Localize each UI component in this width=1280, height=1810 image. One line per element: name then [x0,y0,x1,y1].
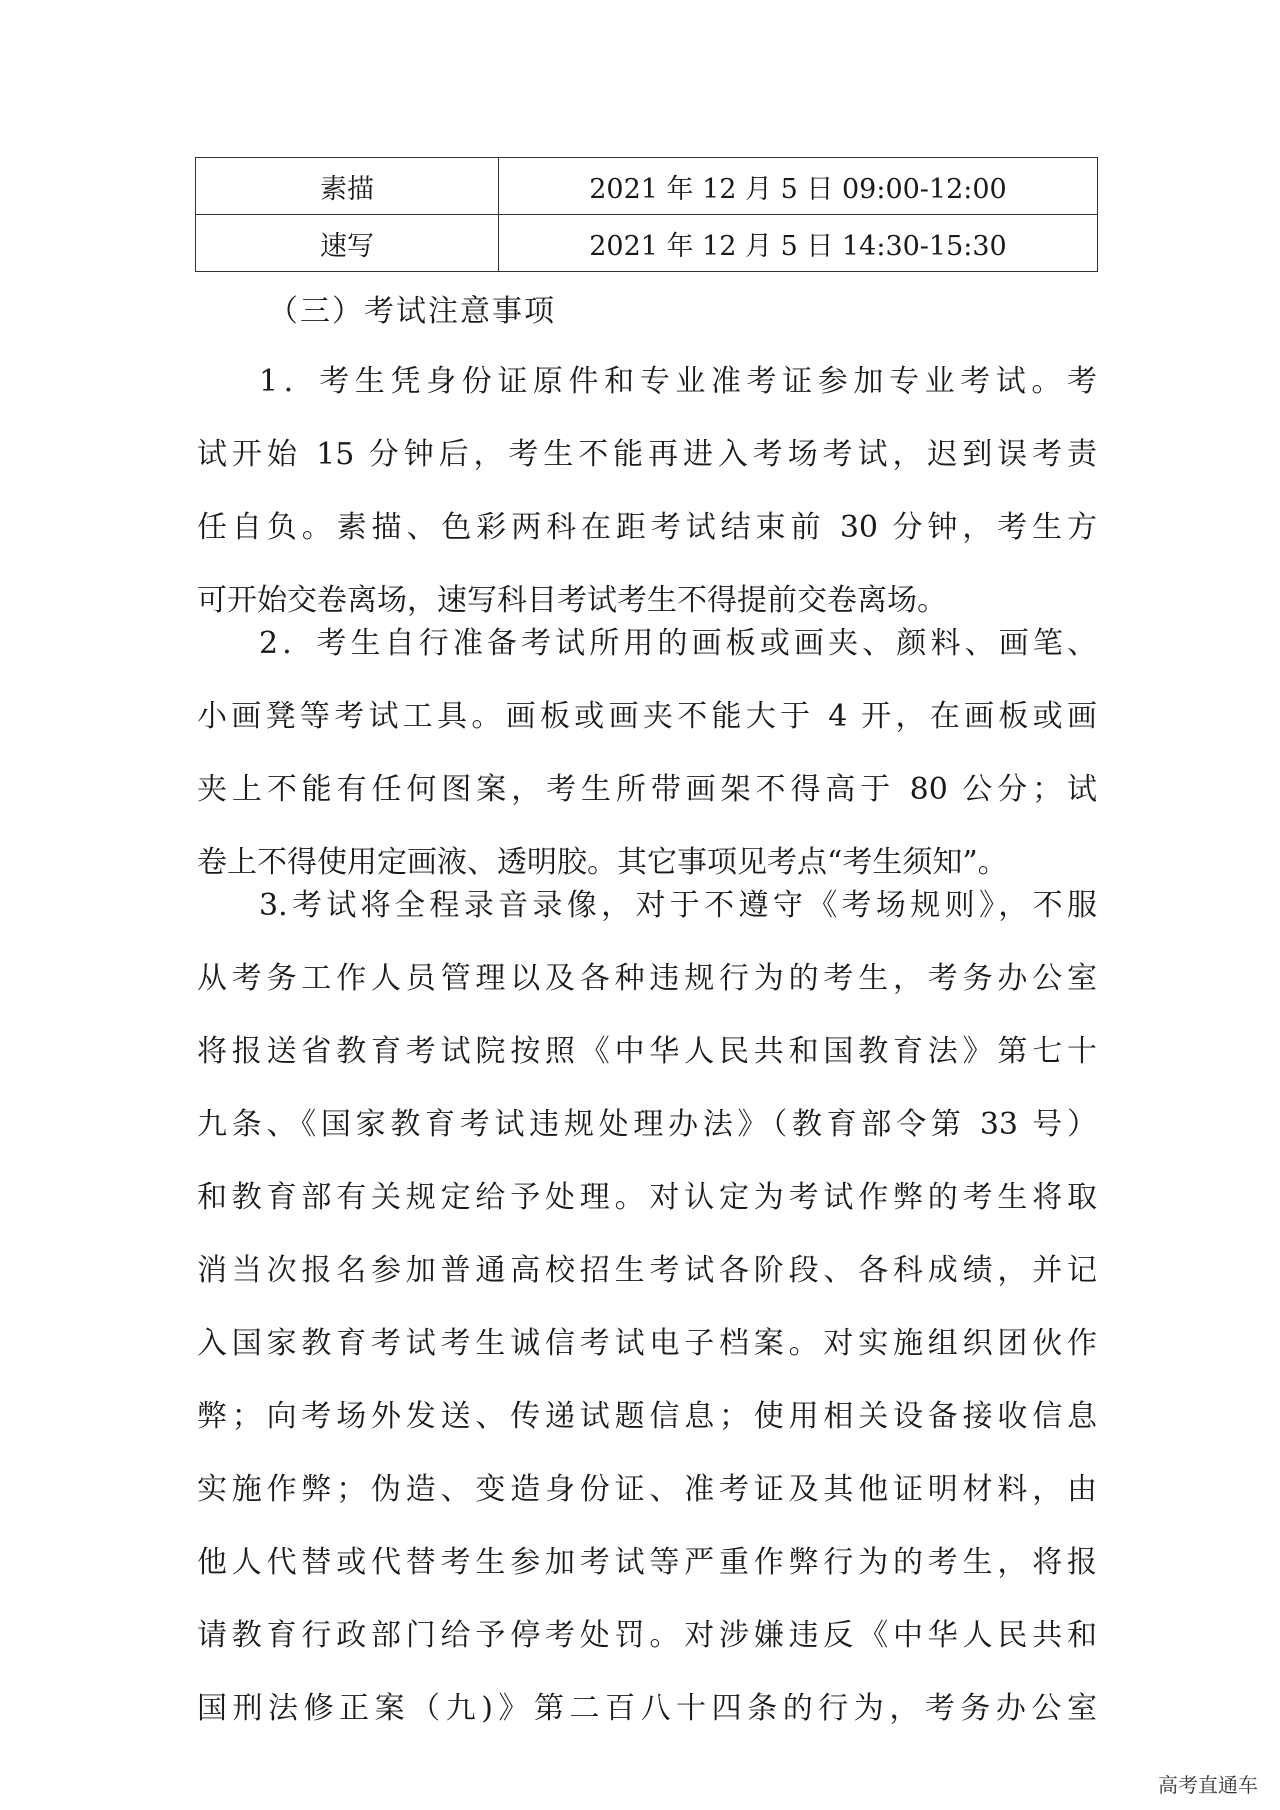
time-cell: 2021 年 12 月 5 日 14:30-15:30 [499,215,1098,272]
paragraph-line: 卷上不得使用定画液、透明胶。其它事项见考点“考生须知”。 [197,845,1008,880]
exam-schedule-table [195,157,1098,272]
paragraph-line: 1．考生凭身份证原件和专业准考证参加专业考试。考 [259,364,1097,399]
paragraph-line: 九条、《国家教育考试违规处理办法》（教育部令第 33 号） [197,1107,1097,1142]
paragraph-line: 他人代替或代替考生参加考试等严重作弊行为的考生，将报 [197,1545,1097,1580]
paragraph-line: 夹上不能有任何图案，考生所带画架不得高于 80 公分；试 [197,772,1097,807]
subject-cell: 速写 [196,215,499,272]
paragraph-line: 试开始 15 分钟后，考生不能再进入考场考试，迟到误考责 [197,437,1097,472]
section-heading: （三）考试注意事项 [268,294,556,329]
subject-cell: 素描 [196,158,499,215]
time-cell: 2021 年 12 月 5 日 09:00-12:00 [499,158,1098,215]
paragraph-line: 请教育行政部门给予停考处罚。对涉嫌违反《中华人民共和 [197,1618,1097,1653]
paragraph-line: 和教育部有关规定给予处理。对认定为考试作弊的考生将取 [197,1180,1097,1215]
paragraph-line: 国刑法修正案（九)》第二百八十四条的行为，考务办公室 [197,1691,1097,1726]
watermark-text: 高考直通车 [1158,1773,1258,1797]
paragraph-line: 从考务工作人员管理以及各种违规行为的考生，考务办公室 [197,961,1097,996]
paragraph-line: 任自负。素描、色彩两科在距考试结束前 30 分钟，考生方 [197,510,1097,545]
paragraph-line: 消当次报名参加普通高校招生考试各阶段、各科成绩，并记 [197,1253,1097,1288]
paragraph-1 [197,345,1097,637]
paragraph-2 [197,607,1097,899]
paragraph-line: 3.考试将全程录音录像，对于不遵守《考场规则》，不服 [259,888,1097,923]
paragraph-3 [197,869,1097,1745]
paragraph-line: 实施作弊；伪造、变造身份证、准考证及其他证明材料，由 [197,1472,1097,1507]
table-row [196,158,1098,215]
paragraph-line: 将报送省教育考试院按照《中华人民共和国教育法》第七十 [197,1034,1097,1069]
paragraph-line: 小画凳等考试工具。画板或画夹不能大于 4 开，在画板或画 [197,699,1097,734]
paragraph-line: 入国家教育考试考生诚信考试电子档案。对实施组织团伙作 [197,1326,1097,1361]
paragraph-line: 2．考生自行准备考试所用的画板或画夹、颜料、画笔、 [259,626,1097,661]
table-row [196,215,1098,272]
paragraph-line: 弊；向考场外发送、传递试题信息；使用相关设备接收信息 [197,1399,1097,1434]
paragraph-line: 可开始交卷离场，速写科目考试考生不得提前交卷离场。 [197,583,947,618]
